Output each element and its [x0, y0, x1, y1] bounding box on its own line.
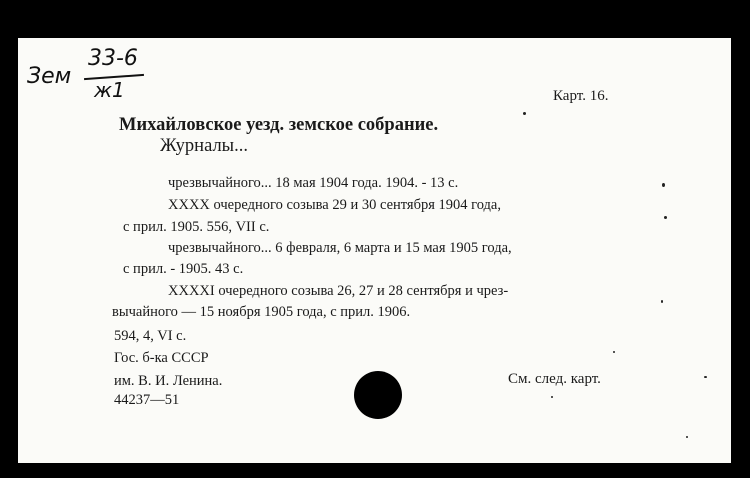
speck: [686, 436, 688, 438]
entry-line: XXXX очередного созыва 29 и 30 сентября 1904 года,: [168, 197, 501, 213]
card-title: Михайловское уезд. земское собрание.: [119, 115, 439, 135]
punch-hole: [354, 371, 402, 419]
library-code: 44237—51: [114, 392, 180, 408]
handwritten-prefix: Зем: [27, 64, 72, 89]
speck: [613, 351, 615, 353]
speck: [704, 376, 707, 378]
handwritten-shelfmark-denominator: ж1: [94, 78, 125, 102]
library-name: Гос. б-ка СССР: [114, 350, 209, 366]
card-subtitle: Журналы...: [160, 136, 248, 156]
see-next-card: См. след. карт.: [508, 371, 601, 387]
speck: [664, 216, 667, 219]
catalog-card: [18, 38, 731, 463]
handwritten-shelfmark-numerator: 33-6: [88, 46, 138, 71]
library-name-line2: им. В. И. Ленина.: [114, 373, 223, 389]
entry-line: чрезвычайного... 18 мая 1904 года. 1904. - 13 с.: [168, 175, 459, 191]
speck: [551, 396, 553, 398]
card-number: Карт. 16.: [553, 88, 609, 104]
entry-line: 594, 4, VI с.: [114, 328, 187, 344]
speck: [662, 183, 665, 187]
entry-line: вычайного — 15 ноября 1905 года, с прил. 1906.: [112, 304, 411, 320]
entry-line: с прил. - 1905. 43 с.: [123, 261, 244, 277]
entry-line: с прил. 1905. 556, VII с.: [123, 219, 270, 235]
entry-line: чрезвычайного... 6 февраля, 6 марта и 15 мая 1905 года,: [168, 240, 512, 256]
speck: [523, 112, 526, 115]
entry-line: XXXXI очередного созыва 26, 27 и 28 сентября и чрез-: [168, 283, 509, 299]
speck: [661, 300, 663, 303]
